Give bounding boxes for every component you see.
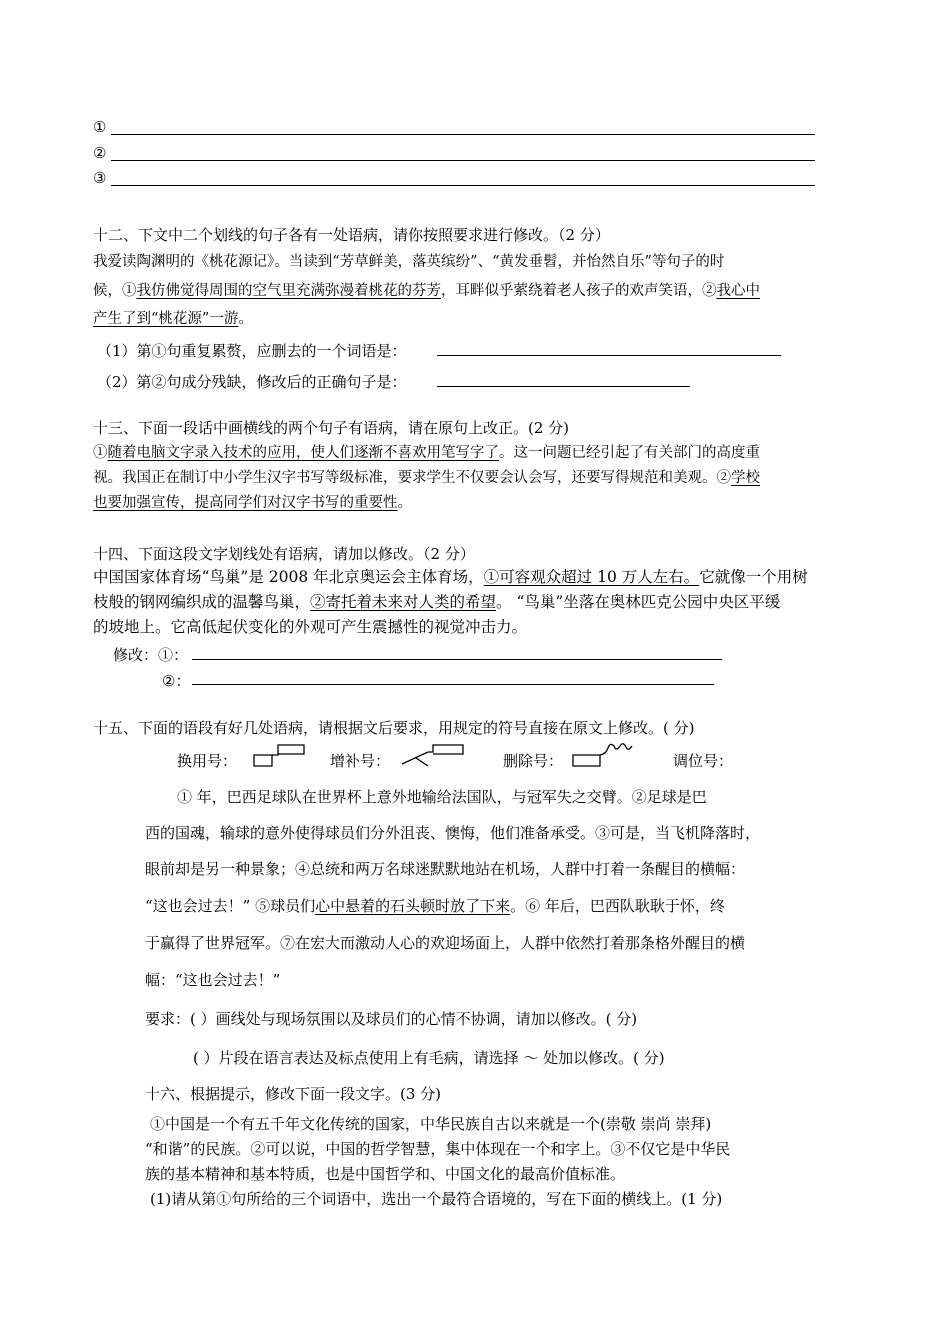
q14-underlined-sentence-1: ①可容观众超过 10 万人左右。 bbox=[483, 568, 700, 586]
q13-l1-b: 。这一问题已经引起了有关部门的高度重 bbox=[499, 445, 760, 461]
q15-l4-a: “这也会过去！” ⑤球员们 bbox=[145, 897, 316, 915]
q15-requirement-1: 要求：( ）画线处与现场氛围以及球员们的心情不协调，请加以修改。( 分) bbox=[145, 1010, 638, 1028]
q12-underlined-sentence-2a: 我心中 bbox=[716, 283, 760, 299]
q16-sub-1: (1)请从第①句所给的三个词语中，选出一个最符合语境的，写在下面的横线上。(1 分) bbox=[150, 1190, 723, 1208]
q15-line-2: 西的国魂，输球的意外使得球员们分外沮丧、懊悔，他们准备承受。③可是，当飞机降落时， bbox=[145, 824, 761, 842]
q12-title: 十二、下文中二个划线的句子各有一处语病，请你按照要求进行修改。（2 分） bbox=[93, 226, 610, 244]
q14-answer-line-2[interactable] bbox=[192, 684, 714, 685]
q15-l4-b: 。⑥ 年后，巴西队耿耿于怀，终 bbox=[510, 897, 725, 915]
q15-title: 十五、下面的语段有好几处语病，请根据文后要求，用规定的符号直接在原文上修改。( 分) bbox=[93, 719, 695, 737]
symbol-add-label: 增补号： bbox=[330, 752, 391, 770]
q14-title: 十四、下面这段文字划线处有语病，请加以修改。（2 分） bbox=[93, 545, 475, 563]
q13-l3-end: 。 bbox=[397, 495, 412, 511]
q15-line-1: ① 年，巴西足球队在世界杯上意外地输给法国队，与冠军失之交臂。②足球是巴 bbox=[177, 788, 707, 806]
q16-line-2: “和谐”的民族。②可以说，中国的哲学智慧，集中体现在一个和字上。③不仅它是中华民 bbox=[145, 1140, 731, 1158]
answer-line-1[interactable] bbox=[111, 134, 815, 135]
q14-underlined-sentence-2: ②寄托着未来对人类的希望 bbox=[310, 593, 497, 611]
q14-line-1 bbox=[93, 565, 808, 590]
q15-underlined-sentence: 心中悬着的石头顿时放了下来 bbox=[315, 897, 511, 915]
q14-fix-label-2: ②： bbox=[162, 672, 191, 690]
q13-line-3 bbox=[93, 491, 412, 516]
blank-label-1: ① bbox=[93, 118, 107, 136]
q13-line-1 bbox=[93, 441, 760, 466]
symbol-move-label: 调位号： bbox=[673, 752, 734, 770]
q12-underlined-sentence-2b: 产生了到“桃花源”一游 bbox=[93, 311, 239, 327]
q12-underlined-sentence-1: 我仿佛觉得周围的空气里充满弥漫着桃花的芬芳 bbox=[136, 283, 441, 299]
q12-line-3 bbox=[93, 307, 253, 332]
answer-line-3[interactable] bbox=[111, 185, 815, 186]
q12-line-1: 我爱读陶渊明的《桃花源记》。当读到“芳草鲜美，落英缤纷”、“黄发垂髫，并怡然自乐”等句子的时 bbox=[93, 254, 725, 270]
q14-line-3: 的坡地上。它高低起伏变化的外观可产生震撼性的视觉冲击力。 bbox=[93, 618, 528, 636]
delete-mark-icon bbox=[570, 740, 640, 768]
q13-underlined-sentence-2b: 也要加强宣传，提高同学们对汉字书写的重要性 bbox=[93, 495, 398, 511]
q13-underlined-sentence-1: 随着电脑文字录入技术的应用，使人们逐渐不喜欢用笔写字了 bbox=[107, 445, 499, 461]
blank-label-3: ③ bbox=[93, 169, 107, 187]
q14-l1-b: 它就像一个用树 bbox=[699, 568, 808, 586]
blank-label-2: ② bbox=[93, 144, 107, 162]
q12-l2-text-b: ，耳畔似乎萦绕着老人孩子的欢声笑语，② bbox=[441, 283, 717, 299]
symbol-replace-label: 换用号： bbox=[177, 752, 238, 770]
q15-line-5: 于赢得了世界冠军。⑦在宏大而激动人心的欢迎场面上，人群中依然打着那条格外醒目的横 bbox=[145, 934, 746, 952]
q12-sub-1: （1）第①句重复累赘，应删去的一个词语是： bbox=[97, 342, 407, 360]
q14-fix-label-1: 修改：①： bbox=[113, 646, 189, 664]
q14-l1-a: 中国国家体育场“鸟巢”是 2008 年北京奥运会主体育场， bbox=[93, 568, 484, 586]
q16-line-3: 族的基本精神和基本特质，也是中国哲学和、中国文化的最高价值标准。 bbox=[145, 1165, 626, 1183]
q13-line-2 bbox=[93, 466, 760, 491]
q15-line-4 bbox=[145, 888, 725, 924]
q15-requirement-2: ( ）片段在语言表达及标点使用上有毛病，请选择 ～ 处加以修改。( 分) bbox=[193, 1049, 665, 1067]
insert-mark-icon bbox=[400, 742, 466, 768]
q12-l2-text-a: 候，① bbox=[93, 283, 137, 299]
q15-line-3: 眼前却是另一种景象；④总统和两万名球迷默默地站在机场，人群中打着一条醒目的横幅： bbox=[145, 860, 746, 878]
q13-underlined-sentence-2a: 学校 bbox=[731, 470, 760, 486]
q16-title: 十六、根据提示，修改下面一段文字。(3 分) bbox=[145, 1085, 442, 1103]
q14-l2-a: 枝般的钢网编织成的温馨鸟巢， bbox=[93, 593, 311, 611]
q12-l3-end: 。 bbox=[238, 311, 253, 327]
q12-sub-2: （2）第②句成分残缺，修改后的正确句子是： bbox=[97, 373, 407, 391]
q14-answer-line-1[interactable] bbox=[192, 659, 722, 660]
replace-mark-icon bbox=[250, 742, 306, 768]
q14-l2-b: 。 “鸟巢”坐落在奥林匹克公园中央区平缓 bbox=[496, 593, 781, 611]
q13-title: 十三、下面一段话中画横线的两个句子有语病，请在原句上改正。(2 分) bbox=[93, 419, 570, 437]
q15-line-6: 幅：“这也会过去！” bbox=[145, 971, 281, 989]
q13-l1-a: ① bbox=[93, 445, 108, 461]
symbol-delete-label: 删除号： bbox=[503, 752, 564, 770]
answer-line-2[interactable] bbox=[111, 160, 815, 161]
q12-answer-line-2[interactable] bbox=[437, 386, 690, 387]
q16-line-1: ①中国是一个有五千年文化传统的国家，中华民族自古以来就是一个(崇敬 崇尚 崇拜) bbox=[150, 1115, 712, 1133]
q13-l2-a: 视。我国正在制订中小学生汉字书写等级标准，要求学生不仅要会认会写，还要写得规范和美观。② bbox=[93, 470, 731, 486]
q12-line-2 bbox=[93, 279, 760, 304]
q14-line-2 bbox=[93, 590, 780, 615]
q12-answer-line-1[interactable] bbox=[437, 355, 781, 356]
